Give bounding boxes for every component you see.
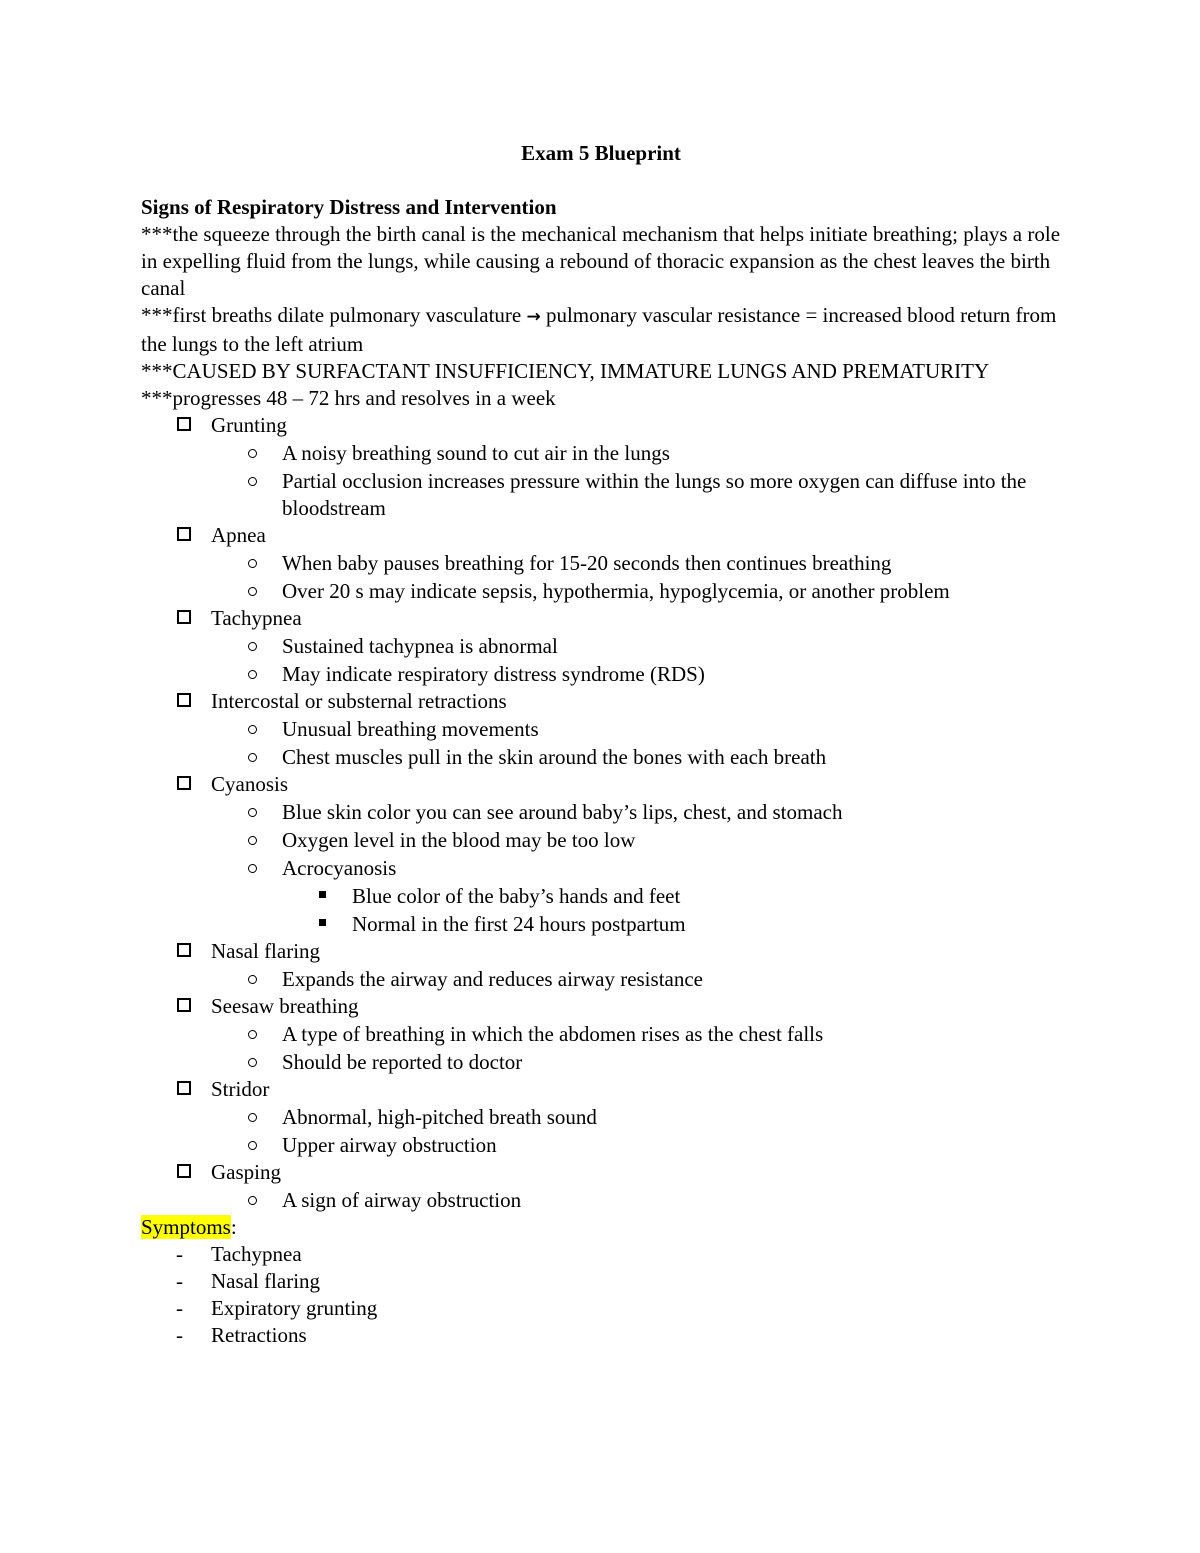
circle-bullet-icon	[248, 477, 257, 486]
sign-label: Seesaw breathing	[211, 994, 359, 1018]
sign-details-list	[211, 1186, 1061, 1214]
acrocyanosis-sub-list	[282, 882, 1061, 938]
symptoms-colon: :	[230, 1215, 237, 1239]
sign-detail-text: Oxygen level in the blood may be too low	[282, 828, 636, 852]
checkbox-square-icon	[177, 943, 191, 957]
sign-details-list	[211, 549, 1061, 605]
circle-bullet-icon	[248, 1141, 257, 1150]
sign-detail-item	[282, 715, 1061, 743]
sign-item-stridor	[211, 1076, 1061, 1159]
checkbox-square-icon	[177, 527, 191, 541]
checkbox-square-icon	[177, 610, 191, 624]
sign-label: Intercostal or substernal retractions	[211, 689, 507, 713]
sign-detail-item	[282, 743, 1061, 771]
sign-detail-text: Acrocyanosis	[282, 856, 397, 880]
dash-bullet-icon: -	[176, 1269, 183, 1293]
sign-item-tachypnea	[211, 605, 1061, 688]
square-bullet-icon	[319, 919, 326, 926]
circle-bullet-icon	[248, 1030, 257, 1039]
sign-label: Gasping	[211, 1160, 281, 1184]
sign-label: Cyanosis	[211, 772, 289, 796]
sign-detail-text: Should be reported to doctor	[282, 1050, 523, 1074]
sign-detail-item	[282, 798, 1061, 826]
document-title: Exam 5 Blueprint	[521, 141, 681, 165]
circle-bullet-icon	[248, 1058, 257, 1067]
sub-detail-text: Normal in the first 24 hours postpartum	[352, 912, 686, 936]
sign-details-list	[211, 965, 1061, 993]
intro-resistance-text: pulmonary vascular resistance = increased blood return from the lungs to the left atrium	[141, 303, 1057, 356]
sign-detail-item	[282, 439, 1061, 467]
sign-item-grunting	[211, 412, 1061, 522]
circle-bullet-icon	[248, 975, 257, 984]
sign-detail-item	[282, 577, 1061, 605]
sign-detail-item	[282, 1020, 1061, 1048]
intro-paragraph-first-breaths	[141, 302, 1061, 358]
checkbox-square-icon	[177, 693, 191, 707]
circle-bullet-icon	[248, 559, 257, 568]
checkbox-square-icon	[177, 1081, 191, 1095]
section-heading: Signs of Respiratory Distress and Intervention	[141, 195, 557, 219]
circle-bullet-icon	[248, 836, 257, 845]
sign-detail-text: Upper airway obstruction	[282, 1133, 497, 1157]
sign-detail-item	[282, 467, 1061, 522]
checkbox-square-icon	[177, 1164, 191, 1178]
sub-detail-text: Blue color of the baby’s hands and feet	[352, 884, 681, 908]
sign-detail-text: A type of breathing in which the abdomen rises as the chest falls	[282, 1022, 824, 1046]
symptom-item	[176, 1268, 1061, 1295]
sign-detail-item	[282, 660, 1061, 688]
sub-detail-item	[352, 910, 1061, 938]
sign-detail-text: A sign of airway obstruction	[282, 1188, 522, 1212]
sign-details-list	[211, 632, 1061, 688]
circle-bullet-icon	[248, 670, 257, 679]
sign-detail-text: Over 20 s may indicate sepsis, hypothermia, hypoglycemia, or another problem	[282, 579, 950, 603]
sign-item-retractions	[211, 688, 1061, 771]
sign-label: Nasal flaring	[211, 939, 321, 963]
sign-detail-text: Chest muscles pull in the skin around the bones with each breath	[282, 745, 827, 769]
circle-bullet-icon	[248, 864, 257, 873]
intro-paragraph-progression: ***progresses 48 – 72 hrs and resolves in a week	[141, 386, 556, 410]
sign-label: Grunting	[211, 413, 287, 437]
sign-label: Apnea	[211, 523, 266, 547]
checkbox-square-icon	[177, 417, 191, 431]
sign-detail-text: Expands the airway and reduces airway resistance	[282, 967, 703, 991]
intro-paragraph-birth-canal: ***the squeeze through the birth canal is the mechanical mechanism that helps initiate breathing; plays a role in expelling fluid from the lungs, while causing a rebound of thoracic expansion as the chest leaves the birth canal	[141, 222, 1061, 300]
sign-detail-item	[282, 549, 1061, 577]
dash-bullet-icon: -	[176, 1323, 183, 1347]
circle-bullet-icon	[248, 587, 257, 596]
sign-detail-text: Abnormal, high-pitched breath sound	[282, 1105, 597, 1129]
sign-label: Tachypnea	[211, 606, 302, 630]
sign-detail-text: Blue skin color you can see around baby’s lips, chest, and stomach	[282, 800, 843, 824]
sign-item-apnea	[211, 522, 1061, 605]
sign-detail-item	[282, 854, 1061, 938]
sign-detail-item	[282, 1186, 1061, 1214]
intro-paragraph-cause: ***CAUSED BY SURFACTANT INSUFFICIENCY, IMMATURE LUNGS AND PREMATURITY	[141, 359, 990, 383]
checkbox-square-icon	[177, 776, 191, 790]
sign-item-cyanosis	[211, 771, 1061, 938]
sign-detail-text: A noisy breathing sound to cut air in the lungs	[282, 441, 670, 465]
sign-detail-item	[282, 1131, 1061, 1159]
circle-bullet-icon	[248, 642, 257, 651]
circle-bullet-icon	[248, 1196, 257, 1205]
symptom-item	[176, 1322, 1061, 1349]
symptom-text: Nasal flaring	[211, 1269, 321, 1293]
sign-detail-text: When baby pauses breathing for 15-20 seconds then continues breathing	[282, 551, 892, 575]
dash-bullet-icon: -	[176, 1296, 183, 1320]
sign-detail-text: May indicate respiratory distress syndrome (RDS)	[282, 662, 705, 686]
sign-details-list	[211, 439, 1061, 522]
sign-detail-item	[282, 1103, 1061, 1131]
sign-details-list	[211, 715, 1061, 771]
square-bullet-icon	[319, 891, 326, 898]
sign-label: Stridor	[211, 1077, 270, 1101]
circle-bullet-icon	[248, 1113, 257, 1122]
symptoms-heading	[141, 1214, 1061, 1241]
dash-bullet-icon: -	[176, 1242, 183, 1266]
sign-detail-text: Partial occlusion increases pressure within the lungs so more oxygen can diffuse into the bloodstream	[282, 469, 1027, 520]
circle-bullet-icon	[248, 808, 257, 817]
checkbox-square-icon	[177, 998, 191, 1012]
circle-bullet-icon	[248, 753, 257, 762]
sign-details-list	[211, 798, 1061, 938]
symptoms-label-highlighted: Symptoms	[141, 1215, 231, 1239]
intro-first-breaths-text: ***first breaths dilate pulmonary vasculature	[141, 303, 522, 327]
right-arrow-icon: →	[526, 307, 541, 327]
symptom-item	[176, 1295, 1061, 1322]
sub-detail-item	[352, 882, 1061, 910]
sign-detail-item	[282, 826, 1061, 854]
symptom-text: Tachypnea	[211, 1242, 302, 1266]
sign-detail-text: Sustained tachypnea is abnormal	[282, 634, 558, 658]
sign-item-gasping	[211, 1159, 1061, 1214]
circle-bullet-icon	[248, 449, 257, 458]
symptom-item	[176, 1241, 1061, 1268]
sign-detail-item	[282, 965, 1061, 993]
circle-bullet-icon	[248, 725, 257, 734]
sign-detail-text: Unusual breathing movements	[282, 717, 539, 741]
sign-details-list	[211, 1103, 1061, 1159]
sign-item-seesaw-breathing	[211, 993, 1061, 1076]
document-page	[141, 140, 1061, 1349]
symptom-text: Retractions	[211, 1323, 307, 1347]
symptoms-list	[141, 1241, 1061, 1349]
sign-detail-item	[282, 1048, 1061, 1076]
sign-detail-item	[282, 632, 1061, 660]
sign-item-nasal-flaring	[211, 938, 1061, 993]
sign-details-list	[211, 1020, 1061, 1076]
symptom-text: Expiratory grunting	[211, 1296, 378, 1320]
signs-list	[141, 412, 1061, 1214]
